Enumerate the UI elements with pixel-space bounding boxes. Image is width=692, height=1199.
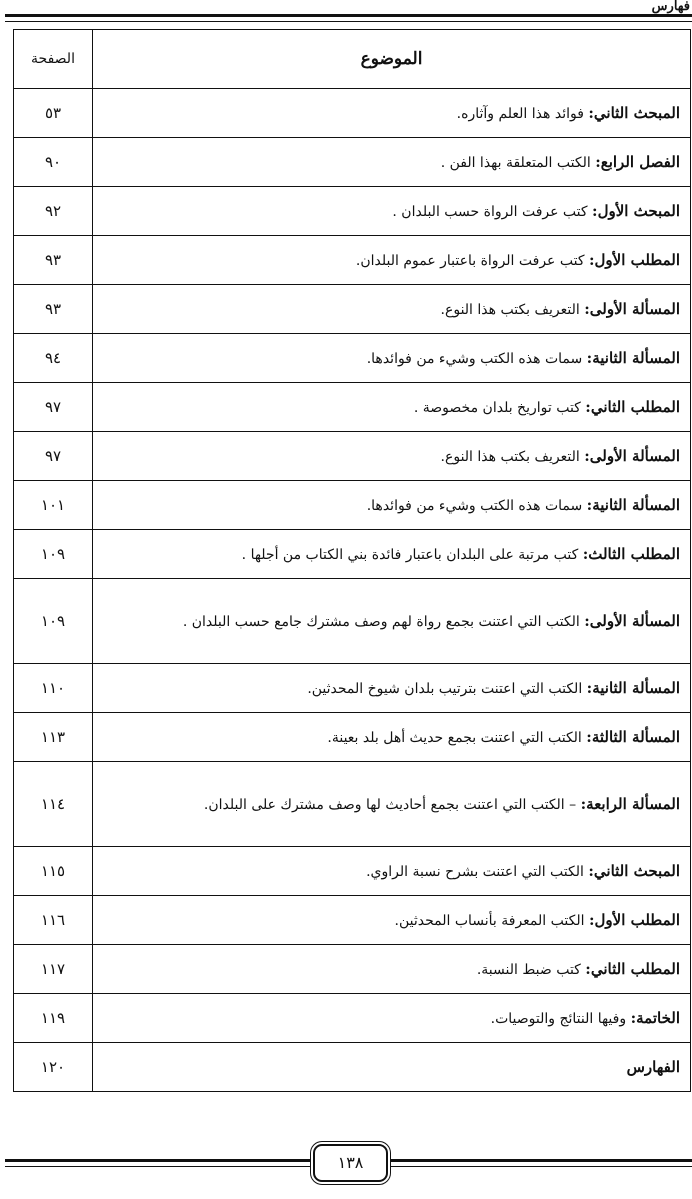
page-number-cell: ١١٦: [14, 896, 93, 945]
topic-separator: :: [588, 861, 594, 880]
table-row: [14, 383, 691, 432]
topic-cell: [93, 847, 691, 896]
page-number-badge: ١٣٨: [313, 1144, 388, 1182]
topic-separator: :: [595, 152, 601, 171]
topic-cell: [93, 481, 691, 530]
table-row: [14, 138, 691, 187]
topic-heading: المطلب الأول: [594, 250, 680, 269]
topic-separator: :: [586, 678, 593, 697]
table-row: [14, 285, 691, 334]
topic-text: الكتب المتعلقة بهذا الفن .: [440, 154, 596, 171]
page-number-cell: ١١٣: [14, 713, 93, 762]
topic-heading: الخاتمة: [636, 1008, 680, 1027]
topic-text: فوائد هذا العلم وآثاره.: [456, 105, 589, 122]
column-header-topic: الموضوع: [93, 30, 691, 89]
page-number-cell: ٩٠: [14, 138, 93, 187]
topic-separator: :: [585, 397, 591, 416]
topic-text: وفيها النتائج والتوصيات.: [490, 1010, 631, 1027]
table-row: [14, 713, 691, 762]
topic-separator: :: [592, 201, 598, 220]
topic-text: كتب مرتبة على البلدان باعتبار فائدة بني الكتاب من أجلها .: [241, 546, 583, 563]
topic-text: الكتب المعرفة بأنساب المحدثين.: [394, 912, 589, 929]
topic-heading: الفصل الرابع: [600, 152, 680, 171]
topic-heading: المطلب الأول: [594, 910, 680, 929]
table-row: [14, 1043, 691, 1092]
topic-heading: المسألة الثالثة: [591, 727, 680, 746]
topic-text: الكتب التي اعتنت بجمع رواة لهم وصف مشترك جامع حسب البلدان .: [182, 613, 585, 630]
topic-heading: المسألة الرابعة: [586, 794, 680, 813]
topic-text: التعريف بكتب هذا النوع.: [440, 301, 585, 318]
topic-cell: [93, 896, 691, 945]
toc-table: [13, 29, 691, 1092]
table-row: [14, 896, 691, 945]
topic-cell: [93, 579, 691, 664]
topic-text: التعريف بكتب هذا النوع.: [440, 448, 585, 465]
page-number-cell: ١٠٩: [14, 579, 93, 664]
table-row: [14, 481, 691, 530]
topic-heading: المطلب الثاني: [590, 397, 680, 416]
topic-heading: الفهارس: [626, 1057, 680, 1076]
table-row: [14, 579, 691, 664]
topic-separator: :: [585, 959, 591, 978]
topic-text: كتب عرفت الرواة باعتبار عموم البلدان.: [355, 252, 589, 269]
page-number-cell: ١٢٠: [14, 1043, 93, 1092]
topic-separator: :: [584, 299, 590, 318]
topic-cell: [93, 945, 691, 994]
topic-text: الكتب التي اعتنت بترتيب بلدان شيوخ المحدثين.: [307, 680, 587, 697]
topic-text: كتب تواريخ بلدان مخصوصة .: [413, 399, 586, 416]
table-row: [14, 994, 691, 1043]
topic-separator: :: [582, 544, 589, 563]
table-row: [14, 664, 691, 713]
topic-separator: :: [588, 103, 594, 122]
page-number-cell: ١١٠: [14, 664, 93, 713]
page-number-cell: ١١٩: [14, 994, 93, 1043]
topic-cell: [93, 1043, 691, 1092]
topic-cell: [93, 89, 691, 138]
page-number-cell: ٩٣: [14, 285, 93, 334]
topic-cell: [93, 334, 691, 383]
topic-text: الكتب التي اعتنت بجمع حديث أهل بلد بعينة.: [327, 729, 587, 746]
table-row: [14, 334, 691, 383]
topic-separator: :: [586, 348, 593, 367]
topic-separator: :: [586, 495, 593, 514]
table-row: [14, 762, 691, 847]
topic-separator: :: [588, 250, 595, 269]
top-rule: [5, 14, 692, 22]
topic-cell: [93, 285, 691, 334]
table-row: [14, 187, 691, 236]
topic-separator: :: [630, 1008, 637, 1027]
page-number-cell: ٩٧: [14, 432, 93, 481]
topic-heading: المبحث الأول: [597, 201, 680, 220]
table-row: [14, 530, 691, 579]
page-number-cell: ٥٣: [14, 89, 93, 138]
topic-cell: [93, 187, 691, 236]
column-header-page: الصفحة: [14, 30, 93, 89]
topic-separator: :: [580, 794, 587, 813]
topic-heading: المبحث الثاني: [593, 103, 680, 122]
topic-text: كتب ضبط النسبة.: [476, 961, 586, 978]
topic-cell: [93, 664, 691, 713]
topic-cell: [93, 236, 691, 285]
topic-separator: :: [588, 910, 595, 929]
topic-separator: :: [584, 446, 590, 465]
table-row: [14, 432, 691, 481]
topic-cell: [93, 762, 691, 847]
topic-cell: [93, 530, 691, 579]
page-number-cell: ١٠١: [14, 481, 93, 530]
topic-cell: [93, 432, 691, 481]
table-row: [14, 89, 691, 138]
topic-heading: المطلب الثاني: [590, 959, 680, 978]
topic-cell: [93, 713, 691, 762]
topic-heading: المطلب الثالث: [588, 544, 680, 563]
table-row: [14, 236, 691, 285]
topic-separator: :: [586, 727, 592, 746]
topic-heading: المسألة الثانية: [592, 495, 680, 514]
topic-text: الكتب التي اعتنت بشرح نسبة الراوي.: [366, 863, 589, 880]
page-number-cell: ١٠٩: [14, 530, 93, 579]
topic-heading: المبحث الثاني: [593, 861, 680, 880]
table-row: [14, 945, 691, 994]
page-number-cell: ٩٤: [14, 334, 93, 383]
toc-body: [14, 89, 691, 1092]
topic-text: كتب عرفت الرواة حسب البلدان .: [392, 203, 593, 220]
topic-heading: المسألة الثانية: [592, 678, 680, 697]
topic-cell: [93, 138, 691, 187]
page-number-cell: ٩٣: [14, 236, 93, 285]
topic-heading: المسألة الثانية: [592, 348, 680, 367]
topic-heading: المسألة الأولى: [589, 611, 680, 630]
table-header-row: [14, 30, 691, 89]
page-number-cell: ١١٧: [14, 945, 93, 994]
topic-separator: :: [584, 611, 590, 630]
topic-heading: المسألة الأولى: [589, 299, 680, 318]
table-row: [14, 847, 691, 896]
topic-heading: المسألة الأولى: [589, 446, 680, 465]
page-number-cell: ٩٧: [14, 383, 93, 432]
page-number-cell: ٩٢: [14, 187, 93, 236]
topic-cell: [93, 383, 691, 432]
page-number-cell: ١١٤: [14, 762, 93, 847]
topic-text: – الكتب التي اعتنت بجمع أحاديث لها وصف مشترك على البلدان.: [203, 796, 581, 813]
topic-text: سمات هذه الكتب وشيء من فوائدها.: [366, 497, 587, 514]
running-header: فهارس: [651, 0, 690, 14]
topic-text: سمات هذه الكتب وشيء من فوائدها.: [366, 350, 587, 367]
page-number-cell: ١١٥: [14, 847, 93, 896]
topic-cell: [93, 994, 691, 1043]
